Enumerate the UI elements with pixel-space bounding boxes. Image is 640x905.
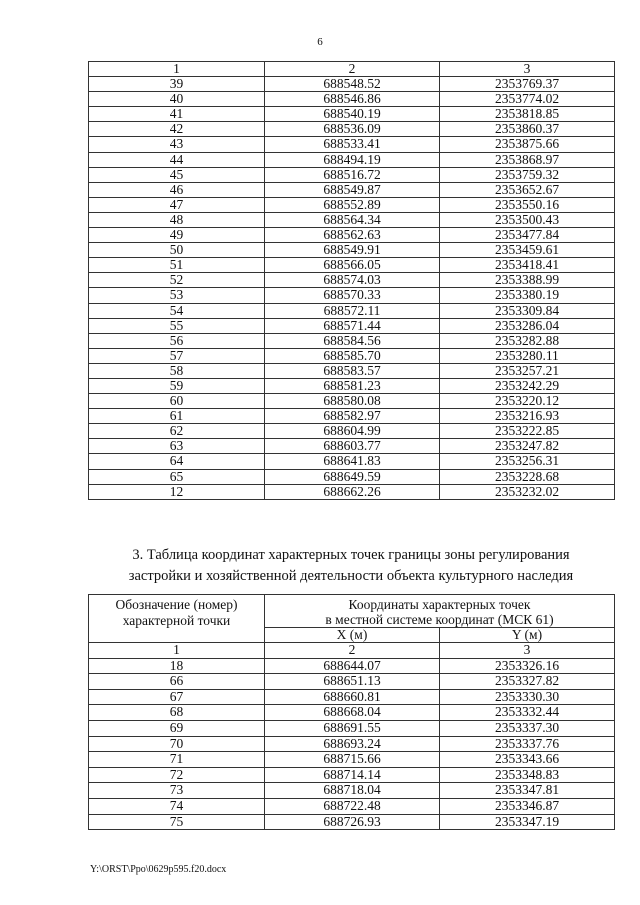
point-number-cell: 68 [89, 705, 265, 721]
table-row [89, 439, 615, 454]
y-coordinate-cell: 2353418.41 [440, 258, 615, 273]
point-number-cell: 75 [89, 814, 265, 830]
point-number-cell: 55 [89, 318, 265, 333]
table-row [89, 182, 615, 197]
x-coordinate-cell: 688644.07 [265, 658, 440, 674]
point-number-cell: 50 [89, 243, 265, 258]
table-row [89, 348, 615, 363]
table-row [89, 228, 615, 243]
x-coordinate-cell: 688584.56 [265, 333, 440, 348]
column-number-cell: 2 [265, 62, 440, 77]
point-number-cell: 58 [89, 363, 265, 378]
coordinates-header [265, 595, 615, 628]
point-number-cell: 71 [89, 752, 265, 768]
table-row [89, 258, 615, 273]
section-title-line: застройки и хозяйственной деятельности объекта культурного наследия [128, 568, 574, 584]
x-coordinate-cell: 688546.86 [265, 92, 440, 107]
y-coordinate-cell: 2353337.76 [440, 736, 615, 752]
x-coordinate-cell: 688580.08 [265, 394, 440, 409]
table-row [89, 363, 615, 378]
point-number-cell: 51 [89, 258, 265, 273]
x-coordinate-cell: 688552.89 [265, 197, 440, 212]
point-number-cell: 64 [89, 454, 265, 469]
x-coordinate-cell: 688548.52 [265, 77, 440, 92]
x-coordinate-cell: 688604.99 [265, 424, 440, 439]
point-number-cell: 47 [89, 197, 265, 212]
x-coordinate-cell: 688583.57 [265, 363, 440, 378]
y-coordinate-cell: 2353337.30 [440, 720, 615, 736]
table-row [89, 303, 615, 318]
x-axis-header: X (м) [265, 628, 440, 643]
point-number-cell: 46 [89, 182, 265, 197]
page-number: 6 [317, 36, 323, 48]
point-number-cell: 60 [89, 394, 265, 409]
zone-coordinates-table [88, 594, 615, 830]
table-row [89, 674, 615, 690]
table-row [89, 736, 615, 752]
point-number-cell: 69 [89, 720, 265, 736]
table-row [89, 783, 615, 799]
table-row [89, 378, 615, 393]
point-number-cell: 48 [89, 212, 265, 227]
y-coordinate-cell: 2353242.29 [440, 378, 615, 393]
point-number-cell: 42 [89, 122, 265, 137]
x-coordinate-cell: 688714.14 [265, 767, 440, 783]
y-coordinate-cell: 2353343.66 [440, 752, 615, 768]
table-row [89, 288, 615, 303]
table-row [89, 658, 615, 674]
x-coordinate-cell: 688516.72 [265, 167, 440, 182]
table-row [89, 212, 615, 227]
table-row [89, 92, 615, 107]
table-row [89, 752, 615, 768]
table-row [89, 107, 615, 122]
table-row [89, 424, 615, 439]
y-coordinate-cell: 2353332.44 [440, 705, 615, 721]
x-coordinate-cell: 688494.19 [265, 152, 440, 167]
x-coordinate-cell: 688574.03 [265, 273, 440, 288]
table-row [89, 469, 615, 484]
table-row [89, 167, 615, 182]
point-number-cell: 52 [89, 273, 265, 288]
y-coordinate-cell: 2353220.12 [440, 394, 615, 409]
table-row [89, 122, 615, 137]
y-coordinate-cell: 2353330.30 [440, 689, 615, 705]
y-coordinate-cell: 2353347.81 [440, 783, 615, 799]
section-title-line: 3. Таблица координат характерных точек границы зоны регулирования [132, 547, 570, 563]
y-coordinate-cell: 2353550.16 [440, 197, 615, 212]
file-path-footer: Y:\ORST\Ppo\0629p595.f20.docx [90, 864, 227, 875]
point-number-cell: 63 [89, 439, 265, 454]
x-coordinate-cell: 688715.66 [265, 752, 440, 768]
point-number-cell: 56 [89, 333, 265, 348]
point-number-cell: 44 [89, 152, 265, 167]
y-coordinate-cell: 2353286.04 [440, 318, 615, 333]
x-coordinate-cell: 688718.04 [265, 783, 440, 799]
table-body [89, 658, 615, 830]
table-row [89, 333, 615, 348]
x-coordinate-cell: 688570.33 [265, 288, 440, 303]
point-number-cell: 70 [89, 736, 265, 752]
y-axis-header: Y (м) [440, 628, 615, 643]
point-number-cell: 65 [89, 469, 265, 484]
x-coordinate-cell: 688726.93 [265, 814, 440, 830]
y-coordinate-cell: 2353875.66 [440, 137, 615, 152]
x-coordinate-cell: 688540.19 [265, 107, 440, 122]
y-coordinate-cell: 2353380.19 [440, 288, 615, 303]
section-3-title [88, 545, 614, 587]
point-number-cell: 57 [89, 348, 265, 363]
column-number-cell: 2 [265, 643, 440, 659]
x-coordinate-cell: 688533.41 [265, 137, 440, 152]
header-line: в местной системе координат (МСК 61) [325, 612, 554, 627]
y-coordinate-cell: 2353280.11 [440, 348, 615, 363]
y-coordinate-cell: 2353282.88 [440, 333, 615, 348]
header-line: характерной точки [122, 613, 231, 628]
coordinates-table-continued [88, 61, 615, 500]
x-coordinate-cell: 688572.11 [265, 303, 440, 318]
y-coordinate-cell: 2353232.02 [440, 484, 615, 499]
column-number-row [89, 643, 615, 659]
point-number-cell: 62 [89, 424, 265, 439]
x-coordinate-cell: 688668.04 [265, 705, 440, 721]
table-row [89, 484, 615, 499]
point-number-cell: 73 [89, 783, 265, 799]
x-coordinate-cell: 688549.87 [265, 182, 440, 197]
y-coordinate-cell: 2353216.93 [440, 409, 615, 424]
x-coordinate-cell: 688649.59 [265, 469, 440, 484]
x-coordinate-cell: 688562.63 [265, 228, 440, 243]
x-coordinate-cell: 688536.09 [265, 122, 440, 137]
y-coordinate-cell: 2353652.67 [440, 182, 615, 197]
x-coordinate-cell: 688549.91 [265, 243, 440, 258]
point-number-cell: 53 [89, 288, 265, 303]
column-number-cell: 1 [89, 643, 265, 659]
x-coordinate-cell: 688662.26 [265, 484, 440, 499]
y-coordinate-cell: 2353769.37 [440, 77, 615, 92]
column-number-cell: 3 [440, 643, 615, 659]
y-coordinate-cell: 2353256.31 [440, 454, 615, 469]
point-number-cell: 41 [89, 107, 265, 122]
x-coordinate-cell: 688693.24 [265, 736, 440, 752]
y-coordinate-cell: 2353346.87 [440, 798, 615, 814]
table-row [89, 689, 615, 705]
point-number-cell: 43 [89, 137, 265, 152]
table-row [89, 197, 615, 212]
point-number-cell: 74 [89, 798, 265, 814]
table-row [89, 454, 615, 469]
y-coordinate-cell: 2353818.85 [440, 107, 615, 122]
column-number-cell: 1 [89, 62, 265, 77]
point-number-cell: 18 [89, 658, 265, 674]
y-coordinate-cell: 2353388.99 [440, 273, 615, 288]
table-row [89, 273, 615, 288]
point-number-cell: 66 [89, 674, 265, 690]
point-number-cell: 72 [89, 767, 265, 783]
point-number-cell: 49 [89, 228, 265, 243]
x-coordinate-cell: 688564.34 [265, 212, 440, 227]
y-coordinate-cell: 2353868.97 [440, 152, 615, 167]
x-coordinate-cell: 688651.13 [265, 674, 440, 690]
x-coordinate-cell: 688581.23 [265, 378, 440, 393]
y-coordinate-cell: 2353222.85 [440, 424, 615, 439]
table-row [89, 705, 615, 721]
point-number-cell: 39 [89, 77, 265, 92]
x-coordinate-cell: 688585.70 [265, 348, 440, 363]
table-row [89, 243, 615, 258]
x-coordinate-cell: 688566.05 [265, 258, 440, 273]
y-coordinate-cell: 2353774.02 [440, 92, 615, 107]
table-row [89, 394, 615, 409]
x-coordinate-cell: 688582.97 [265, 409, 440, 424]
column-number-cell: 3 [440, 62, 615, 77]
x-coordinate-cell: 688641.83 [265, 454, 440, 469]
table-row [89, 767, 615, 783]
y-coordinate-cell: 2353309.84 [440, 303, 615, 318]
y-coordinate-cell: 2353247.82 [440, 439, 615, 454]
x-coordinate-cell: 688571.44 [265, 318, 440, 333]
point-designation-header [89, 595, 265, 643]
y-coordinate-cell: 2353860.37 [440, 122, 615, 137]
y-coordinate-cell: 2353500.43 [440, 212, 615, 227]
point-number-cell: 61 [89, 409, 265, 424]
table-row [89, 137, 615, 152]
y-coordinate-cell: 2353327.82 [440, 674, 615, 690]
point-number-cell: 59 [89, 378, 265, 393]
table-row [89, 318, 615, 333]
table-row [89, 720, 615, 736]
table-row [89, 409, 615, 424]
header-line: Обозначение (номер) [115, 597, 238, 612]
table-row [89, 77, 615, 92]
y-coordinate-cell: 2353326.16 [440, 658, 615, 674]
y-coordinate-cell: 2353477.84 [440, 228, 615, 243]
point-number-cell: 67 [89, 689, 265, 705]
header-line: Координаты характерных точек [348, 597, 531, 612]
x-coordinate-cell: 688603.77 [265, 439, 440, 454]
y-coordinate-cell: 2353347.19 [440, 814, 615, 830]
table-header-row [89, 595, 615, 628]
table-body [89, 77, 615, 500]
y-coordinate-cell: 2353459.61 [440, 243, 615, 258]
point-number-cell: 12 [89, 484, 265, 499]
y-coordinate-cell: 2353228.68 [440, 469, 615, 484]
table-row [89, 798, 615, 814]
point-number-cell: 45 [89, 167, 265, 182]
y-coordinate-cell: 2353759.32 [440, 167, 615, 182]
y-coordinate-cell: 2353348.83 [440, 767, 615, 783]
x-coordinate-cell: 688660.81 [265, 689, 440, 705]
x-coordinate-cell: 688691.55 [265, 720, 440, 736]
table-row [89, 814, 615, 830]
column-number-row [89, 62, 615, 77]
point-number-cell: 54 [89, 303, 265, 318]
y-coordinate-cell: 2353257.21 [440, 363, 615, 378]
table-row [89, 152, 615, 167]
point-number-cell: 40 [89, 92, 265, 107]
x-coordinate-cell: 688722.48 [265, 798, 440, 814]
